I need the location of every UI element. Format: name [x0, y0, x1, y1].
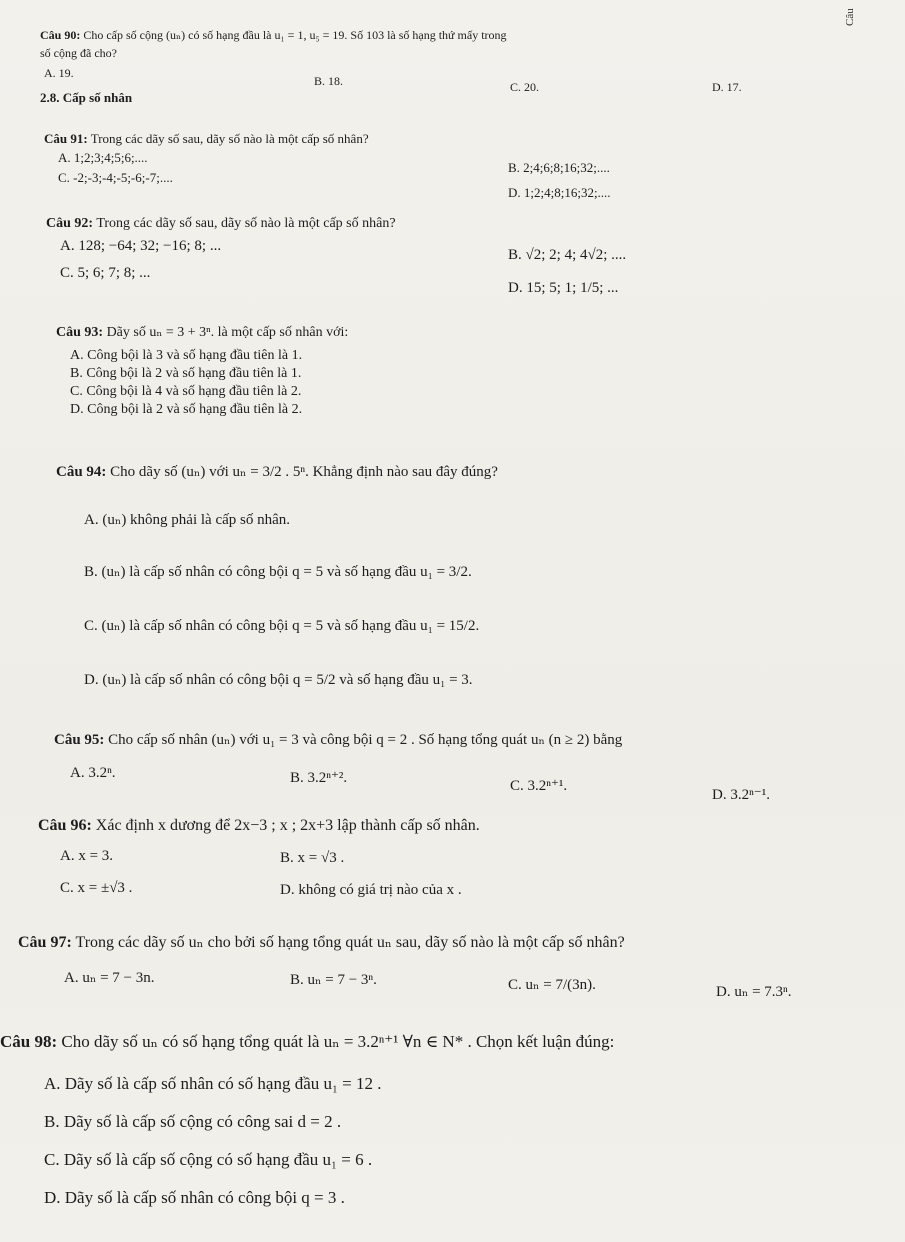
q94-stem: Câu 94: Cho dãy số (uₙ) với uₙ = 3/2 . 5ⁿ. Khẳng định nào sau đây đúng?	[56, 464, 498, 480]
q93-option-c: C. Công bội là 4 và số hạng đầu tiên là 2.	[70, 384, 302, 399]
q91-option-c: C. -2;-3;-4;-5;-6;-7;....	[58, 170, 173, 185]
q92-stem: Câu 92: Trong các dãy số sau, dãy số nào là một cấp số nhân?	[46, 216, 396, 231]
q98-option-d: D. Dãy số là cấp số nhân có công bội q = 3 .	[44, 1188, 345, 1207]
q95-stem: Câu 95: Cho cấp số nhân (uₙ) với u₁ = 3 và công bội q = 2 . Số hạng tổng quát uₙ (n ≥ 2) bằng	[54, 732, 623, 748]
q90-option-b: B. 18.	[314, 74, 344, 88]
q95-option-b: B. 3.2ⁿ⁺².	[290, 770, 348, 786]
section-heading: 2.8. Cấp số nhân	[40, 90, 133, 105]
q96-option-b: B. x = √3 .	[280, 850, 345, 866]
q94-option-d: D. (uₙ) là cấp số nhân có công bội q = 5/2 và số hạng đầu u₁ = 3.	[84, 672, 473, 688]
q95-option-c: C. 3.2ⁿ⁺¹.	[510, 778, 568, 794]
q90-stem: Câu 90: Cho cấp số cộng (uₙ) có số hạng đầu là u₁ = 1, u₅ = 19. Số 103 là số hạng thứ mấy trong	[40, 28, 507, 42]
q93-option-d: D. Công bội là 2 và số hạng đầu tiên là 2.	[70, 402, 303, 417]
q97-option-c: C. uₙ = 7/(3n).	[508, 977, 596, 993]
q93-stem: Câu 93: Dãy số uₙ = 3 + 3ⁿ. là một cấp số nhân với:	[56, 325, 349, 340]
q91-option-d: D. 1;2;4;8;16;32;....	[508, 185, 611, 200]
q91-option-a: A. 1;2;3;4;5;6;....	[58, 150, 148, 165]
q97-stem: Câu 97: Trong các dãy số uₙ cho bởi số hạng tổng quát uₙ sau, dãy số nào là một cấp số nhân?	[18, 934, 625, 951]
q92-option-d: D. 15; 5; 1; 1/5; ...	[508, 280, 619, 296]
q95-option-d: D. 3.2ⁿ⁻¹.	[712, 787, 770, 803]
q96-option-d: D. không có giá trị nào của x .	[280, 882, 462, 898]
q96-stem: Câu 96: Xác định x dương để 2x−3 ; x ; 2x+3 lập thành cấp số nhân.	[38, 817, 480, 834]
q90-stem-cont: số cộng đã cho?	[40, 46, 117, 60]
q92-option-c: C. 5; 6; 7; 8; ...	[60, 265, 151, 281]
q95-option-a: A. 3.2ⁿ.	[70, 765, 116, 781]
q92-option-b: B. √2; 2; 4; 4√2; ....	[508, 247, 627, 263]
q98-option-b: B. Dãy số là cấp số cộng có công sai d = 2 .	[44, 1112, 342, 1131]
q97-option-a: A. uₙ = 7 − 3n.	[64, 970, 155, 986]
q90-option-d: D. 17.	[712, 80, 742, 94]
q96-option-c: C. x = ±√3 .	[60, 880, 133, 896]
q97-option-b: B. uₙ = 7 − 3ⁿ.	[290, 972, 377, 988]
q93-option-a: A. Công bội là 3 và số hạng đầu tiên là 1.	[70, 348, 303, 363]
q94-option-a: A. (uₙ) không phải là cấp số nhân.	[84, 512, 291, 528]
side-margin-mark: Câu	[844, 8, 856, 26]
q97-option-d: D. uₙ = 7.3ⁿ.	[716, 984, 792, 1000]
q98-option-a: A. Dãy số là cấp số nhân có số hạng đầu u₁ = 12 .	[44, 1074, 382, 1093]
q92-option-a: A. 128; −64; 32; −16; 8; ...	[60, 238, 222, 254]
q98-option-c: C. Dãy số là cấp số cộng có số hạng đầu u₁ = 6 .	[44, 1150, 373, 1169]
q90-option-c: C. 20.	[510, 80, 540, 94]
q93-option-b: B. Công bội là 2 và số hạng đầu tiên là 1.	[70, 366, 302, 381]
q90-option-a: A. 19.	[44, 66, 74, 80]
q94-option-c: C. (uₙ) là cấp số nhân có công bội q = 5 và số hạng đầu u₁ = 15/2.	[84, 618, 480, 634]
q96-option-a: A. x = 3.	[60, 848, 114, 864]
q91-stem: Câu 91: Trong các dãy số sau, dãy số nào là một cấp số nhân?	[44, 131, 369, 146]
q94-option-b: B. (uₙ) là cấp số nhân có công bội q = 5 và số hạng đầu u₁ = 3/2.	[84, 564, 472, 580]
q91-option-b: B. 2;4;6;8;16;32;....	[508, 160, 610, 175]
q98-stem: Câu 98: Cho dãy số uₙ có số hạng tổng quát là uₙ = 3.2ⁿ⁺¹ ∀n ∈ N* . Chọn kết luận đúng:	[0, 1032, 615, 1051]
